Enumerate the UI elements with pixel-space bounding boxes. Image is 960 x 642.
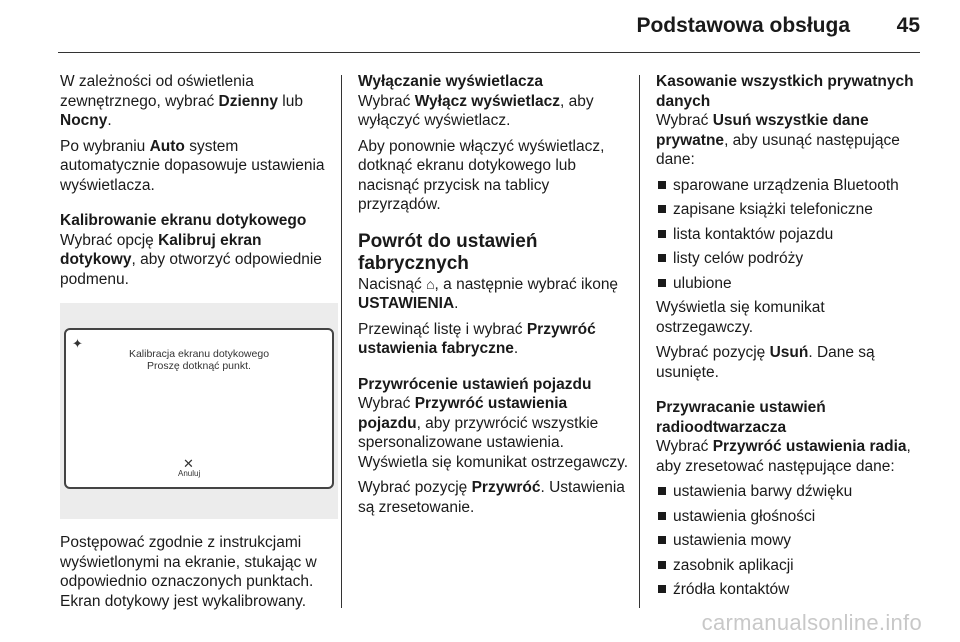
bullet-icon	[658, 536, 666, 544]
column-divider-2	[639, 75, 640, 608]
option-wylacz: Wyłącz wyświetlacz	[414, 92, 561, 110]
bullet-icon	[658, 585, 666, 593]
option-auto: Auto	[149, 137, 185, 155]
option-ustawienia: USTAWIENIA	[358, 295, 455, 312]
heading-calibration: Kalibrowanie ekranu dotykowego	[60, 212, 307, 229]
paragraph-calibration: Wybrać opcję Kalibruj ekran dotykowy, aby otworzyć odpowiednie podmenu.	[60, 231, 322, 288]
option-dzienny: Dzienny	[218, 92, 278, 110]
list-item: źródła kontaktów	[656, 580, 918, 600]
home-icon: ⌂	[426, 275, 435, 292]
private-data-list	[656, 176, 918, 294]
paragraph-instructions: Postępować zgodnie z instrukcjami wyświetlonymi na ekranie, stukając w odpowiednio oznaczonych punktach. Ekran dotykowy jest wykalibrowany.	[60, 534, 317, 610]
paragraph-auto: Po wybraniu Auto system automatycznie dopasowuje ustawienia wyświetlacza.	[60, 137, 325, 194]
heading-display-off: Wyłączanie wyświetlacza	[358, 73, 543, 90]
paragraph-factory-1: Nacisnąć ⌂, a następnie wybrać ikonę USTAWIENIA.	[358, 275, 619, 312]
bullet-icon	[658, 205, 666, 213]
paragraph-vehicle-reset: Wybrać Przywróć ustawienia pojazdu, aby przywrócić wszystkie spersonalizowane ustawienia. Wyświetla się komunikat ostrzegawczy.	[358, 395, 629, 471]
watermark: carmanualsonline.info	[701, 610, 922, 635]
option-przywroc-pojazdu: Przywróć ustawienia pojazdu	[358, 395, 568, 432]
heading-factory-reset: Powrót do ustawień fabrycznych	[358, 230, 538, 274]
list-item: ulubione	[656, 274, 918, 294]
close-icon: ✕	[183, 455, 194, 471]
option-nocny: Nocny	[60, 112, 108, 129]
calibration-screen-image	[60, 303, 338, 519]
bullet-icon	[658, 512, 666, 520]
list-item: ustawienia mowy	[656, 531, 918, 551]
option-usun: Usuń	[769, 344, 809, 361]
page-number: 45	[896, 14, 920, 37]
list-item: ustawienia głośności	[656, 507, 918, 527]
paragraph-private-data: Wybrać Usuń wszystkie dane prywatne, aby usunąć następujące dane:	[656, 112, 900, 168]
cancel-label: Anuluj	[178, 468, 201, 478]
paragraph-factory-2: Przewinąć listę i wybrać Przywróć ustawienia fabryczne.	[358, 320, 596, 357]
bullet-icon	[658, 181, 666, 189]
heading-vehicle-reset: Przywrócenie ustawień pojazdu	[358, 375, 592, 393]
paragraph-day-night: W zależności od oświetlenia zewnętrznego, wybrać Dzienny lub Nocny.	[60, 73, 303, 129]
radio-settings-list	[656, 482, 918, 600]
bullet-icon	[658, 279, 666, 287]
heading-private-data: Kasowanie wszystkich prywatnych danych	[656, 73, 914, 110]
column-divider-1	[341, 75, 342, 608]
header-rule	[58, 52, 920, 53]
calibration-message: Kalibracja ekranu dotykowego Proszę dotknąć punkt.	[128, 348, 270, 372]
crosshair-icon: ✦	[72, 336, 83, 351]
list-item: zasobnik aplikacji	[656, 556, 918, 576]
paragraph-warning: Wyświetla się komunikat ostrzegawczy.	[656, 299, 825, 336]
paragraph-display-off: Wybrać Wyłącz wyświetlacz, aby wyłączyć wyświetlacz.	[358, 92, 594, 129]
option-przywroc: Przywróć	[471, 479, 541, 496]
paragraph-delete-confirm: Wybrać pozycję Usuń. Dane są usunięte.	[656, 344, 875, 381]
column-2	[358, 72, 630, 523]
column-1	[60, 72, 332, 617]
list-item: sparowane urządzenia Bluetooth	[656, 176, 918, 196]
paragraph-display-on: Aby ponownie włączyć wyświetlacz, dotknąć ekranu dotykowego lub nacisnąć przycisk na tablicy przyrządów.	[358, 137, 605, 213]
bullet-icon	[658, 230, 666, 238]
bullet-icon	[658, 487, 666, 495]
bullet-icon	[658, 254, 666, 262]
option-usun-dane: Usuń wszystkie dane prywatne	[656, 112, 869, 149]
paragraph-vehicle-confirm: Wybrać pozycję Przywróć. Ustawienia są zresetowanie.	[358, 479, 625, 516]
option-przywroc-radia: Przywróć ustawienia radia	[712, 438, 907, 455]
page-header-title: Podstawowa obsługa	[636, 14, 850, 37]
column-3	[656, 72, 918, 605]
option-kalibruj: Kalibruj ekran dotykowy	[60, 231, 262, 268]
list-item: listy celów podróży	[656, 249, 918, 269]
list-item: zapisane książki telefoniczne	[656, 200, 918, 220]
list-item: lista kontaktów pojazdu	[656, 225, 918, 245]
calibration-screen	[64, 328, 334, 489]
list-item: ustawienia barwy dźwięku	[656, 482, 918, 502]
heading-radio-reset: Przywracanie ustawień radioodtwarzacza	[656, 399, 826, 436]
paragraph-radio-reset: Wybrać Przywróć ustawienia radia, aby zresetować następujące dane:	[656, 438, 911, 475]
option-przywroc-fabryczne: Przywróć ustawienia fabryczne	[358, 320, 596, 357]
bullet-icon	[658, 561, 666, 569]
